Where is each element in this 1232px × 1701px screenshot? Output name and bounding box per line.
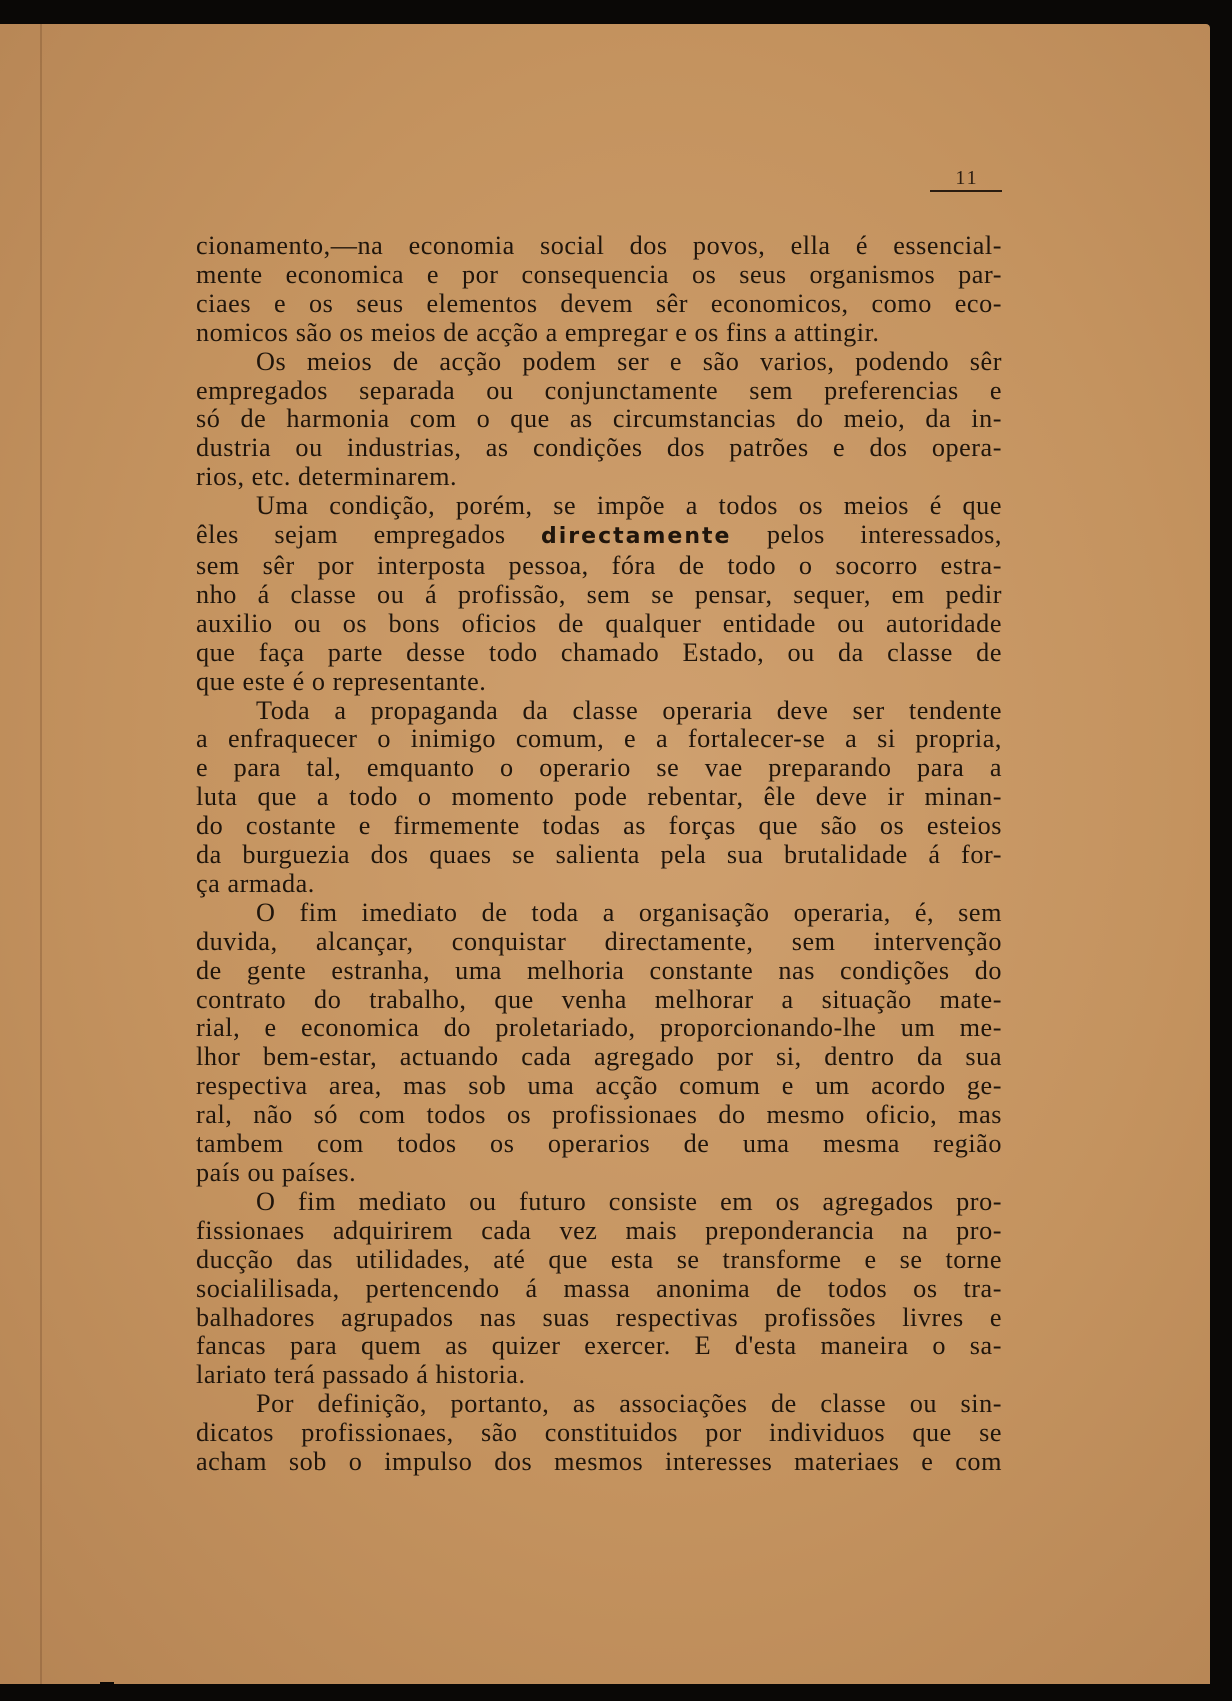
text-line (196, 261, 1002, 290)
text-line (196, 581, 1002, 610)
text-line (196, 1101, 1002, 1130)
text-line (196, 1217, 1002, 1246)
text-line-content: sem sêr por interposta pessoa, fóra de todo o socorro estra- (196, 550, 1002, 580)
text-line (196, 841, 1002, 870)
text-line (196, 552, 1002, 581)
text-line-content: auxilio ou os bons oficios de qualquer entidade ou autoridade (196, 608, 1002, 638)
page-number-rule (930, 190, 1002, 192)
text-line-content: nho á classe ou á profissão, sem se pensar, sequer, em pedir (196, 579, 1002, 609)
text-line-content: de gente estranha, uma melhoria constante nas condições do (196, 955, 1002, 985)
text-line-content: dustria ou industrias, as condições dos patrões e dos opera- (196, 433, 1002, 463)
text-line-content: lariato terá passado á historia. (196, 1360, 526, 1390)
text-line-content: pelos interessados, (766, 520, 1002, 550)
text-line (196, 1361, 1002, 1390)
text-line-content: socialilisada, pertencendo á massa anonima de todos os tra- (196, 1273, 1002, 1303)
text-line (196, 1188, 1002, 1217)
text-line-content: ciaes e os seus elementos devem sêr economicos, como eco- (196, 288, 1002, 318)
text-line (196, 521, 1002, 552)
text-line-content: tambem com todos os operarios de uma mesma região (196, 1129, 1002, 1159)
text-line (196, 725, 1002, 754)
text-line (196, 348, 1002, 377)
text-line-content: ça armada. (196, 868, 315, 898)
text-line (196, 697, 1002, 726)
emphasized-word: directamente (541, 524, 732, 550)
text-line (196, 1014, 1002, 1043)
text-line-content: ral, não só com todos os profissionaes do mesmo oficio, mas (196, 1100, 1002, 1130)
text-line (196, 1332, 1002, 1361)
text-line (196, 463, 1002, 492)
text-line (196, 1448, 1002, 1477)
text-line-content: e para tal, emquanto o operario se vae preparando para a (196, 753, 1002, 783)
text-line-content: do costante e firmemente todas as forças que são os esteios (196, 811, 1002, 841)
text-line (196, 783, 1002, 812)
text-line-content: duvida, alcançar, conquistar directamente, sem intervenção (196, 926, 1002, 956)
text-line-content: cionamento,—na economia social dos povos, ella é essencial- (196, 231, 1002, 260)
text-line (196, 232, 1002, 261)
text-line (196, 434, 1002, 463)
text-line (196, 957, 1002, 986)
text-line-content: país ou países. (196, 1158, 357, 1187)
text-line-content: rios, etc. determinarem. (196, 462, 458, 492)
text-line (196, 405, 1002, 434)
text-line (196, 754, 1002, 783)
text-line-content: fissionaes adquirirem cada vez mais preponderancia na pro- (196, 1215, 1002, 1245)
text-line-content: nomicos são os meios de acção a empregar e os fins a attingir. (196, 317, 880, 347)
text-line (196, 812, 1002, 841)
text-line (196, 639, 1002, 668)
text-line-content: respectiva area, mas sob uma acção comum e um acordo ge- (196, 1071, 1002, 1101)
page-number: 11 (955, 167, 979, 189)
text-line (196, 928, 1002, 957)
page-corner-mark (100, 1682, 114, 1694)
text-line-content: empregados separada ou conjunctamente sem preferencias e (196, 375, 1002, 405)
text-line (196, 1304, 1002, 1333)
text-line (196, 290, 1002, 319)
text-line-content: ducção das utilidades, até que esta se transforme e se torne (196, 1244, 1002, 1274)
text-line (196, 377, 1002, 406)
book-page (0, 24, 1210, 1684)
text-line (196, 610, 1002, 639)
text-line (196, 986, 1002, 1015)
text-line-content: Uma condição, porém, se impõe a todos os meios é que (256, 491, 1002, 521)
text-line-content: só de harmonia com o que as circumstancias do meio, da in- (196, 404, 1002, 434)
text-line-content: lhor bem-estar, actuando cada agregado por si, dentro da sua (196, 1042, 1002, 1072)
text-line-content: contrato do trabalho, que venha melhorar a situação mate- (196, 984, 1002, 1014)
body-text (196, 232, 1002, 1477)
text-line-content: mente economica e por consequencia os seus organismos par- (196, 259, 1002, 289)
text-line (196, 1390, 1002, 1419)
text-line (196, 1246, 1002, 1275)
text-line (196, 1419, 1002, 1448)
text-line-content: dicatos profissionaes, são constituidos por individuos que se (196, 1418, 1002, 1448)
text-line-content: Toda a propaganda da classe operaria deve ser tendente (256, 695, 1002, 725)
text-line (196, 899, 1002, 928)
text-line-content: êles sejam empregados (196, 520, 506, 550)
text-line (196, 668, 1002, 697)
text-line (196, 1130, 1002, 1159)
text-line-content: O fim imediato de toda a organisação operaria, é, sem (256, 897, 1002, 927)
text-line (196, 870, 1002, 899)
text-line-content: luta que a todo o momento pode rebentar, êle deve ir minan- (196, 782, 1002, 812)
text-line-content: fancas para quem as quizer exercer. E d'esta maneira o sa- (196, 1331, 1002, 1361)
text-line-content: que faça parte desse todo chamado Estado, ou da classe de (196, 637, 1002, 667)
text-line-content: da burguezia dos quaes se salienta pela sua brutalidade á for- (196, 840, 1002, 870)
text-line (196, 1275, 1002, 1304)
text-line (196, 1043, 1002, 1072)
text-line-content: rial, e economica do proletariado, proporcionando-lhe um me- (196, 1013, 1002, 1043)
text-line (196, 1159, 1002, 1188)
text-line-content: O fim mediato ou futuro consiste em os agregados pro- (256, 1186, 1002, 1216)
text-line-content: Por definição, portanto, as associações de classe ou sin- (256, 1389, 1002, 1419)
text-line-content: acham sob o impulso dos mesmos interesses materiaes e com (196, 1447, 1002, 1477)
text-line (196, 319, 1002, 348)
text-line-content: Os meios de acção podem ser e são varios, podendo sêr (256, 346, 1002, 376)
text-line (196, 492, 1002, 521)
text-line-content: que este é o representante. (196, 666, 487, 696)
text-line-content: balhadores agrupados nas suas respectivas profissões livres e (196, 1302, 1002, 1332)
text-line (196, 1072, 1002, 1101)
text-line-content: a enfraquecer o inimigo comum, e a fortalecer-se a si propria, (196, 724, 1002, 754)
